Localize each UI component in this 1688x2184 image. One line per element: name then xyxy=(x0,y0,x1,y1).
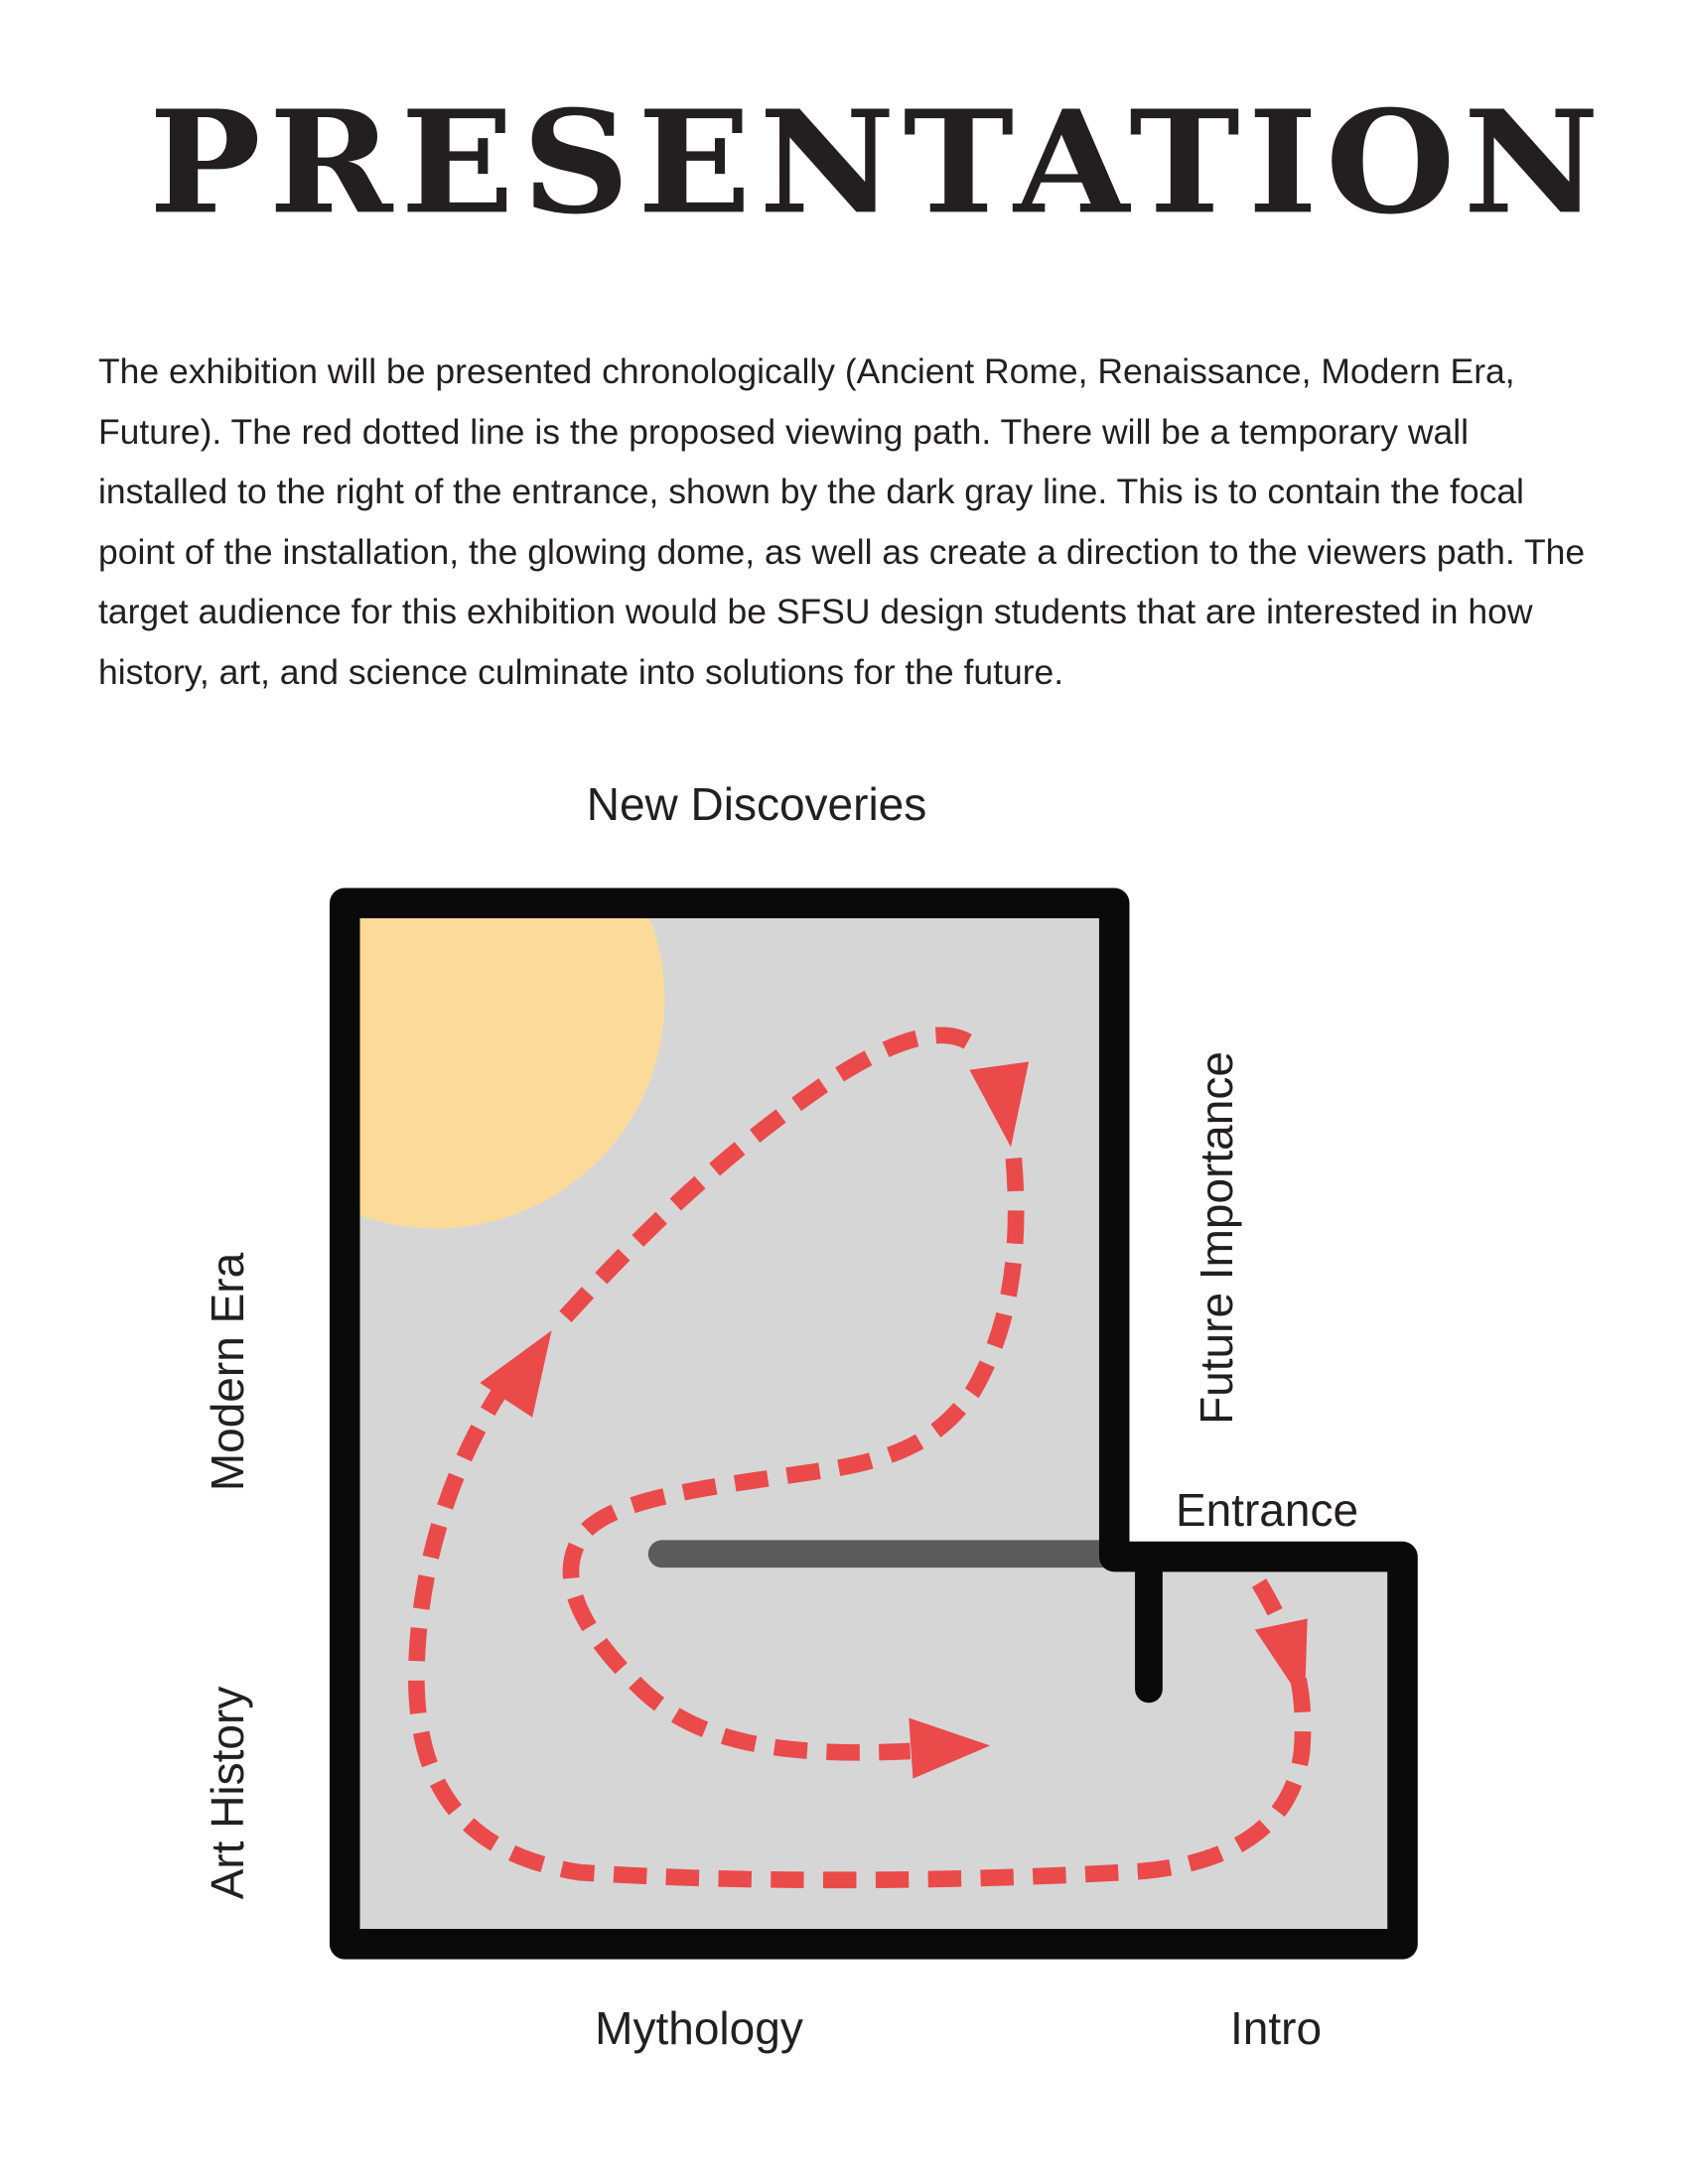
page-title: PRESENTATION xyxy=(149,79,1608,246)
label-mythology: Mythology xyxy=(595,2002,803,2054)
glowing-dome xyxy=(207,770,664,1228)
label-new-discoveries: New Discoveries xyxy=(586,778,927,830)
label-modern-era: Modern Era xyxy=(202,1252,253,1492)
label-entrance: Entrance xyxy=(1175,1484,1359,1536)
label-art-history: Art History xyxy=(202,1686,253,1900)
label-future-importance: Future Importance xyxy=(1191,1051,1242,1425)
label-intro: Intro xyxy=(1229,2002,1323,2054)
description-paragraph: The exhibition will be presented chronologically (Ancient Rome, Renaissance, Modern Era, Future). The red dotted line is the proposed viewing path. There will be a temporary wall installed to the right of the entrance, shown by the dark gray line. This is to contain the focal point of the installation, the glowing dome, as well as create a direction to the viewers path. The target audience for this exhibition would be SFSU design students that are interested in how history, art, and science culminate into solutions for the future. xyxy=(98,351,1586,692)
